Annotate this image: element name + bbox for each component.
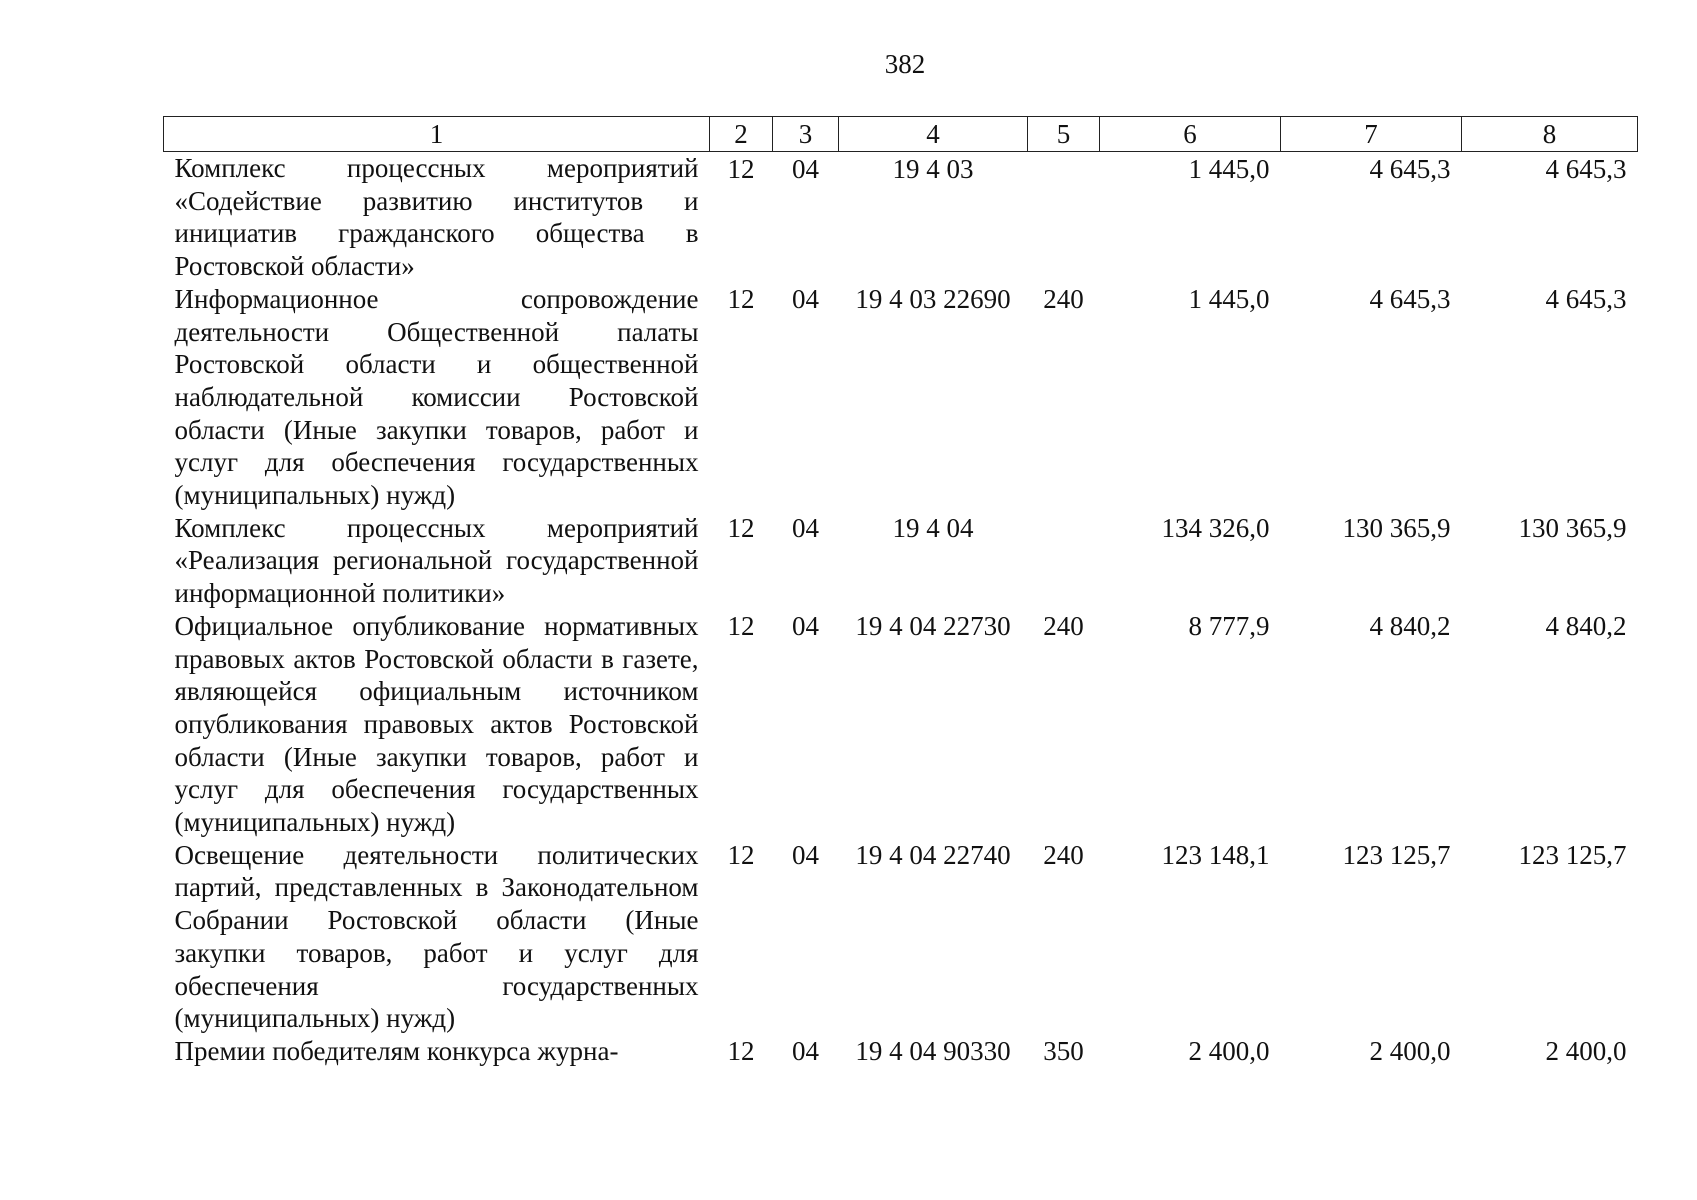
row-amount-8: 4 645,3 [1545, 154, 1627, 184]
row-target-article: 19 4 04 [892, 512, 974, 543]
row-subsection: 04 [792, 610, 819, 641]
row-section: 12 [727, 610, 755, 641]
row-name: Премии победителям конкурса журна- [174, 1035, 619, 1066]
header-col-5: 5 [1028, 117, 1100, 152]
row-subsection: 04 [792, 512, 819, 543]
header-col-3: 3 [773, 117, 839, 152]
row-name: Официальное опубликование нормативных правовых актов Ростовской области в газете, являющейся официальным источником опубликования правовых актов Ростовской области (Иные закупки товаров, работ и услуг для обеспечения государственных (муниципальных) нужд) [174, 610, 699, 838]
row-name: Информационное сопровождение деятельности Общественной палаты Ростовской области и общественной наблюдательной комиссии Ростовской области (Иные закупки товаров, работ и услуг для обеспечения государственных (муниципальных) нужд) [174, 283, 699, 511]
row-amount-8: 4 645,3 [1545, 283, 1627, 314]
table-row [164, 839, 1638, 1035]
table-row [164, 512, 1638, 610]
row-expense-type [1028, 152, 1100, 283]
row-expense-type: 350 [1043, 1035, 1084, 1066]
table-row [164, 1035, 1638, 1068]
row-section: 12 [727, 839, 755, 870]
table-row [164, 283, 1638, 512]
row-amount-7: 2 400,0 [1369, 1035, 1451, 1066]
header-row [164, 117, 1638, 152]
row-expense-type [1028, 512, 1100, 610]
header-col-6: 6 [1100, 117, 1281, 152]
row-target-article: 19 4 03 [892, 154, 974, 184]
row-subsection: 04 [792, 1035, 819, 1066]
row-target-article: 19 4 03 22690 [855, 283, 1011, 314]
row-amount-7: 4 645,3 [1369, 283, 1451, 314]
header-col-7: 7 [1281, 117, 1462, 152]
row-amount-6: 123 148,1 [1161, 839, 1270, 870]
row-name: Комплекс процессных мероприятий «Реализация региональной государственной информационной политики» [174, 512, 699, 609]
row-subsection: 04 [792, 839, 819, 870]
row-subsection: 04 [792, 283, 819, 314]
table-row [164, 610, 1638, 839]
row-section: 12 [727, 283, 755, 314]
row-section: 12 [727, 512, 755, 543]
row-amount-8: 130 365,9 [1518, 512, 1627, 543]
row-expense-type: 240 [1043, 610, 1084, 641]
table-row [164, 152, 1638, 283]
header-col-8: 8 [1462, 117, 1638, 152]
row-name: Комплекс процессных мероприятий «Содействие развитию институтов и инициатив гражданского общества в Ростовской области» [174, 153, 699, 282]
row-expense-type: 240 [1043, 283, 1084, 314]
header-col-4: 4 [839, 117, 1028, 152]
row-amount-7: 4 840,2 [1369, 610, 1451, 641]
row-amount-6: 134 326,0 [1161, 512, 1270, 543]
row-amount-7: 4 645,3 [1369, 154, 1451, 184]
budget-table [163, 116, 1638, 1068]
page-number: 382 [884, 49, 926, 79]
row-amount-8: 2 400,0 [1545, 1035, 1627, 1066]
row-name: Освещение деятельности политических партий, представленных в Законодательном Собрании Ростовской области (Иные закупки товаров, работ и услуг для обеспечения государственных (муниципальных) нужд) [174, 839, 699, 1034]
row-amount-7: 123 125,7 [1342, 839, 1451, 870]
row-target-article: 19 4 04 90330 [855, 1035, 1011, 1066]
header-col-2: 2 [710, 117, 773, 152]
row-amount-8: 123 125,7 [1518, 839, 1627, 870]
row-amount-6: 1 445,0 [1188, 283, 1270, 314]
row-amount-7: 130 365,9 [1342, 512, 1451, 543]
row-section: 12 [727, 154, 755, 184]
header-col-1: 1 [164, 117, 710, 152]
row-amount-6: 8 777,9 [1188, 610, 1270, 641]
row-target-article: 19 4 04 22730 [855, 610, 1011, 641]
row-amount-6: 2 400,0 [1188, 1035, 1270, 1066]
row-amount-8: 4 840,2 [1545, 610, 1627, 641]
row-expense-type: 240 [1043, 839, 1084, 870]
row-section: 12 [727, 1035, 755, 1066]
row-target-article: 19 4 04 22740 [855, 839, 1011, 870]
row-amount-6: 1 445,0 [1188, 154, 1270, 184]
row-subsection: 04 [792, 154, 819, 184]
